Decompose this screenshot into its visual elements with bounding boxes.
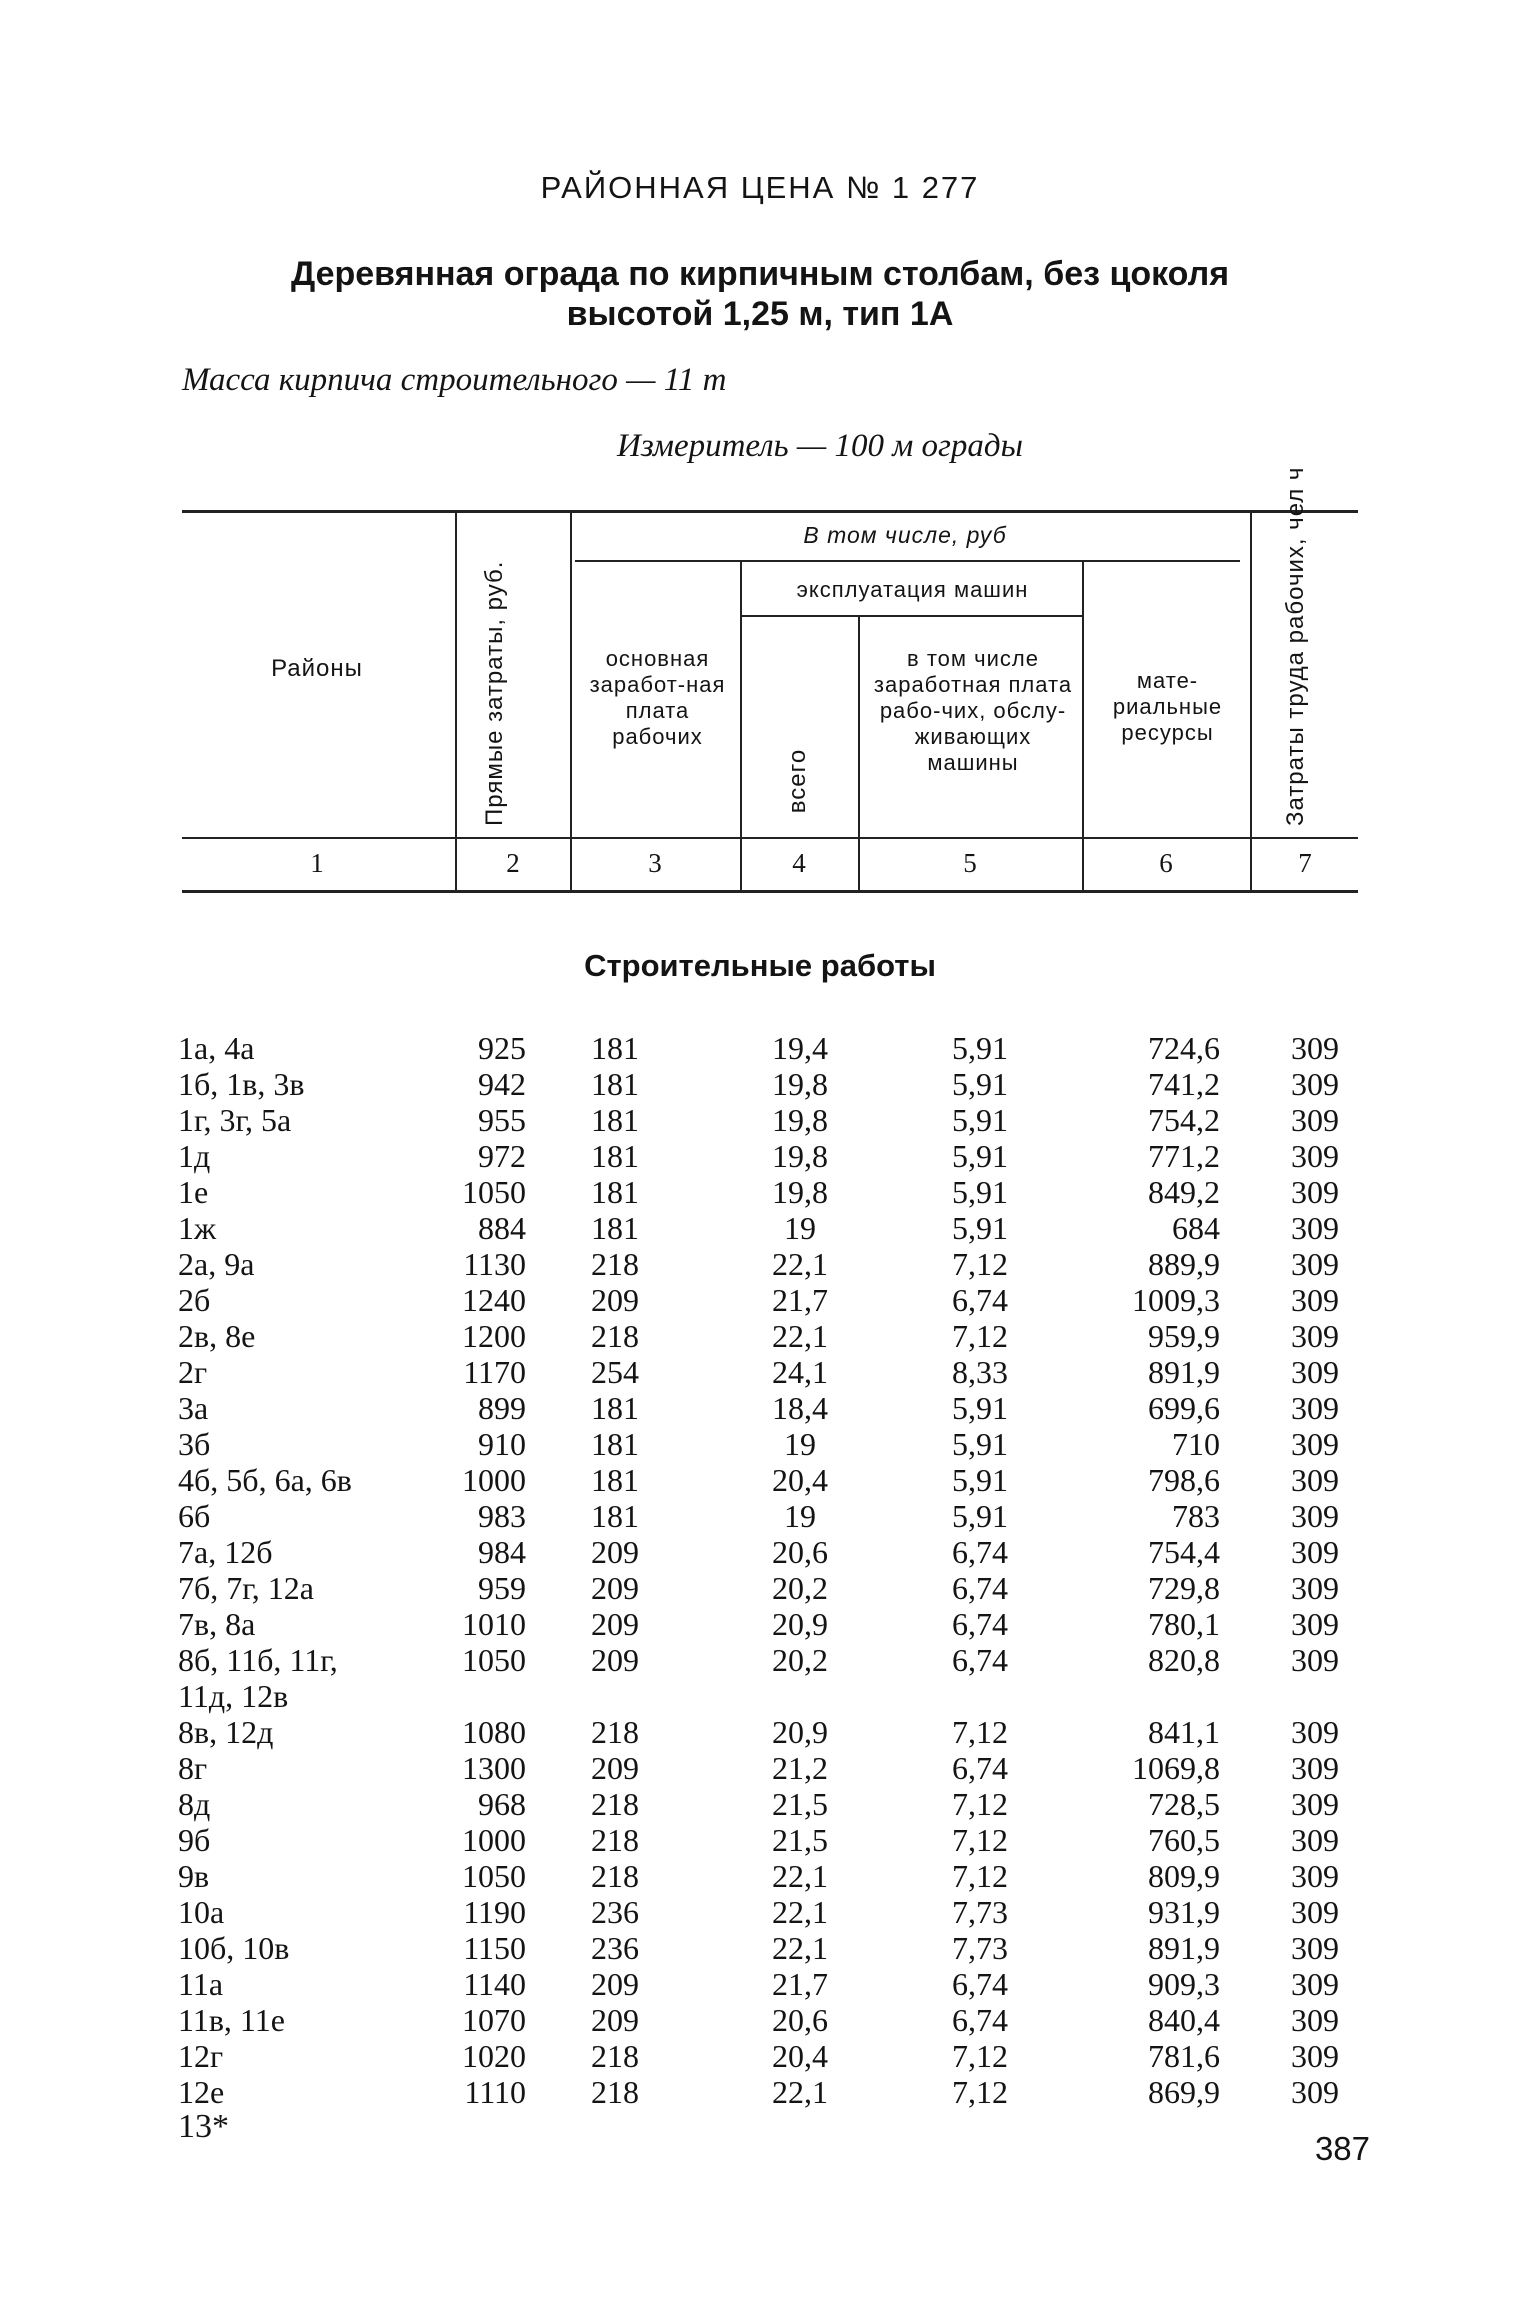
region-cell: 7б, 7г, 12а [178, 1570, 314, 1606]
material-cell: 710 [1172, 1426, 1220, 1462]
material-cell: 891,9 [1148, 1930, 1220, 1966]
machine-total-cell: 19 [784, 1210, 816, 1246]
machine-wage-cell: 6,74 [952, 1570, 1008, 1606]
wage-cell: 254 [591, 1354, 639, 1390]
direct-cost-cell: 910 [478, 1426, 526, 1462]
labor-cell: 309 [1291, 1498, 1339, 1534]
direct-cost-cell: 1200 [462, 1318, 526, 1354]
machine-total-cell: 21,7 [772, 1966, 828, 2002]
machine-wage-cell: 6,74 [952, 1642, 1008, 1678]
labor-cell: 309 [1291, 1750, 1339, 1786]
labor-cell: 309 [1291, 1894, 1339, 1930]
header-basic-wage: основная заработ-ная плата рабочих [589, 646, 726, 749]
running-head: РАЙОННАЯ ЦЕНА № 1 277 [540, 170, 980, 205]
table-row [0, 1894, 1520, 1930]
direct-cost-cell: 925 [478, 1030, 526, 1066]
labor-cell: 309 [1291, 1642, 1339, 1678]
wage-cell: 181 [591, 1174, 639, 1210]
machine-total-cell: 19,8 [772, 1066, 828, 1102]
region-cell: 8б, 11б, 11г, [178, 1642, 338, 1678]
region-cell: 8д [178, 1786, 211, 1822]
machine-wage-cell: 7,12 [952, 1318, 1008, 1354]
table-row [0, 2002, 1520, 2038]
material-cell: 809,9 [1148, 1858, 1220, 1894]
table-row [0, 1174, 1520, 1210]
machine-wage-cell: 8,33 [952, 1354, 1008, 1390]
wage-cell: 181 [591, 1210, 639, 1246]
labor-cell: 309 [1291, 1246, 1339, 1282]
table-row [0, 1498, 1520, 1534]
material-cell: 841,1 [1148, 1714, 1220, 1750]
region-cell: 1б, 1в, 3в [178, 1066, 305, 1102]
direct-cost-cell: 1150 [463, 1930, 526, 1966]
labor-cell: 309 [1291, 1930, 1339, 1966]
material-cell: 754,2 [1148, 1102, 1220, 1138]
material-cell: 931,9 [1148, 1894, 1220, 1930]
direct-cost-cell: 1050 [462, 1642, 526, 1678]
labor-cell: 309 [1291, 1966, 1339, 2002]
machine-total-cell: 20,9 [772, 1714, 828, 1750]
region-cell: 2а, 9а [178, 1246, 255, 1282]
machine-wage-cell: 5,91 [952, 1498, 1008, 1534]
region-cell: 10а [178, 1894, 225, 1930]
section-title: Строительные работы [584, 948, 936, 983]
wage-cell: 209 [591, 1570, 639, 1606]
direct-cost-cell: 968 [478, 1786, 526, 1822]
machine-total-cell: 20,9 [772, 1606, 828, 1642]
machine-total-cell: 22,1 [772, 1246, 828, 1282]
machine-total-cell: 19,8 [772, 1138, 828, 1174]
table-row [0, 1930, 1520, 1966]
wage-cell: 218 [591, 2074, 639, 2110]
header-machine-total: всего [784, 748, 811, 814]
direct-cost-cell: 1050 [462, 1858, 526, 1894]
region-cell: 7а, 12б [178, 1534, 273, 1570]
machine-total-cell: 22,1 [772, 2074, 828, 2110]
wage-cell: 209 [591, 2002, 639, 2038]
labor-cell: 309 [1291, 2002, 1339, 2038]
table-row [0, 1246, 1520, 1282]
machine-wage-cell: 6,74 [952, 1534, 1008, 1570]
col-divider-2 [570, 512, 572, 890]
direct-cost-cell: 1020 [462, 2038, 526, 2074]
table-row [0, 2038, 1520, 2074]
direct-cost-cell: 1000 [462, 1462, 526, 1498]
direct-cost-cell: 1110 [464, 2074, 526, 2110]
machine-total-cell: 19,8 [772, 1174, 828, 1210]
table-row [0, 1390, 1520, 1426]
wage-cell: 209 [591, 1966, 639, 2002]
region-cell: 12г [178, 2038, 224, 2074]
material-cell: 724,6 [1148, 1030, 1220, 1066]
table-row [0, 1642, 1520, 1678]
region-cell: 8в, 12д [178, 1714, 274, 1750]
region-cell: 6б [178, 1498, 211, 1534]
direct-cost-cell: 1170 [463, 1354, 526, 1390]
header-machine-operation: эксплуатация машин [796, 577, 1029, 602]
direct-cost-cell: 1140 [463, 1966, 526, 2002]
page-number: 387 [1314, 2130, 1370, 2167]
material-cell: 754,4 [1148, 1534, 1220, 1570]
direct-cost-cell: 942 [478, 1066, 526, 1102]
labor-cell: 309 [1291, 1210, 1339, 1246]
column-number-4: 4 [792, 848, 806, 878]
wage-cell: 181 [591, 1462, 639, 1498]
wage-cell: 236 [591, 1930, 639, 1966]
material-cell: 869,9 [1148, 2074, 1220, 2110]
col-divider-5 [1082, 562, 1084, 890]
machine-wage-cell: 7,12 [952, 1822, 1008, 1858]
footer-signature: 13* [178, 2108, 229, 2145]
table-row [0, 1714, 1520, 1750]
machine-total-cell: 20,6 [772, 1534, 828, 1570]
machine-wage-cell: 7,73 [952, 1930, 1008, 1966]
col-divider-1 [455, 512, 457, 890]
machine-wage-cell: 5,91 [952, 1462, 1008, 1498]
labor-cell: 309 [1291, 2074, 1339, 2110]
direct-cost-cell: 984 [478, 1534, 526, 1570]
labor-cell: 309 [1291, 1786, 1339, 1822]
wage-cell: 218 [591, 1714, 639, 1750]
table-row [0, 1822, 1520, 1858]
machine-total-cell: 19,8 [772, 1102, 828, 1138]
machine-total-cell: 22,1 [772, 1930, 828, 1966]
material-cell: 959,9 [1148, 1318, 1220, 1354]
table-row [0, 1534, 1520, 1570]
material-cell: 820,8 [1148, 1642, 1220, 1678]
wage-cell: 181 [591, 1030, 639, 1066]
labor-cell: 309 [1291, 1858, 1339, 1894]
table-row [0, 1606, 1520, 1642]
labor-cell: 309 [1291, 1030, 1339, 1066]
region-cell: 8г [178, 1750, 208, 1786]
direct-cost-cell: 1080 [462, 1714, 526, 1750]
column-number-2: 2 [506, 848, 520, 878]
machine-wage-cell: 6,74 [952, 1750, 1008, 1786]
region-cell: 11а [178, 1966, 224, 2002]
direct-cost-cell: 1000 [462, 1822, 526, 1858]
col-divider-6 [1250, 512, 1252, 890]
machine-total-cell: 22,1 [772, 1858, 828, 1894]
region-cell: 1е [178, 1174, 209, 1210]
labor-cell: 309 [1291, 1714, 1339, 1750]
labor-cell: 309 [1291, 1174, 1339, 1210]
labor-cell: 309 [1291, 1282, 1339, 1318]
region-cell: 7в, 8а [178, 1606, 256, 1642]
wage-cell: 236 [591, 1894, 639, 1930]
region-cell: 9в [178, 1858, 210, 1894]
material-cell: 699,6 [1148, 1390, 1220, 1426]
header-labor: Затраты труда рабочих, чел ч [1282, 466, 1309, 826]
direct-cost-cell: 1050 [462, 1174, 526, 1210]
region-cell: 1д [178, 1138, 211, 1174]
direct-cost-cell: 1010 [462, 1606, 526, 1642]
material-cell: 889,9 [1148, 1246, 1220, 1282]
direct-cost-cell: 1240 [462, 1282, 526, 1318]
table-row [0, 1318, 1520, 1354]
region-cell: 2г [178, 1354, 208, 1390]
machine-total-cell: 20,2 [772, 1642, 828, 1678]
wage-cell: 209 [591, 1750, 639, 1786]
machine-total-cell: 20,6 [772, 2002, 828, 2038]
table-row [0, 1210, 1520, 1246]
machine-total-cell: 20,4 [772, 1462, 828, 1498]
direct-cost-cell: 972 [478, 1138, 526, 1174]
machine-total-cell: 19 [784, 1426, 816, 1462]
wage-cell: 181 [591, 1426, 639, 1462]
title-line-1: Деревянная ограда по кирпичным столбам, без цоколя [290, 255, 1230, 293]
col-divider-3 [740, 562, 742, 890]
mass-note: Масса кирпича строительного — 11 т [182, 362, 727, 398]
material-cell: 1009,3 [1132, 1282, 1220, 1318]
machine-total-cell: 21,7 [772, 1282, 828, 1318]
region-cell: 3б [178, 1426, 211, 1462]
machine-total-cell: 21,5 [772, 1822, 828, 1858]
labor-cell: 309 [1291, 1822, 1339, 1858]
machine-wage-cell: 5,91 [952, 1030, 1008, 1066]
wage-cell: 181 [591, 1390, 639, 1426]
table-row [0, 1102, 1520, 1138]
material-cell: 849,2 [1148, 1174, 1220, 1210]
direct-cost-cell: 959 [478, 1570, 526, 1606]
direct-cost-cell: 1130 [463, 1246, 526, 1282]
region-cell: 1г, 3г, 5а [178, 1102, 292, 1138]
table-row [0, 1030, 1520, 1066]
labor-cell: 309 [1291, 1354, 1339, 1390]
measure-note: Измеритель — 100 м ограды [617, 428, 1023, 464]
machine-wage-cell: 7,12 [952, 2074, 1008, 2110]
including-rule [575, 560, 1240, 562]
material-cell: 741,2 [1148, 1066, 1220, 1102]
region-cell: 12е [178, 2074, 225, 2110]
direct-cost-cell: 899 [478, 1390, 526, 1426]
machine-wage-cell: 7,12 [952, 2038, 1008, 2074]
table-row [0, 1462, 1520, 1498]
direct-cost-cell: 955 [478, 1102, 526, 1138]
machine-total-cell: 21,5 [772, 1786, 828, 1822]
table-row [0, 1966, 1520, 2002]
column-number-7: 7 [1298, 848, 1312, 878]
material-cell: 771,2 [1148, 1138, 1220, 1174]
wage-cell: 218 [591, 1318, 639, 1354]
material-cell: 783 [1172, 1498, 1220, 1534]
table-row [0, 1138, 1520, 1174]
wage-cell: 218 [591, 1246, 639, 1282]
column-number-6: 6 [1159, 848, 1173, 878]
wage-cell: 218 [591, 2038, 639, 2074]
header-regions: Районы [271, 655, 363, 682]
material-cell: 728,5 [1148, 1786, 1220, 1822]
material-cell: 780,1 [1148, 1606, 1220, 1642]
region-cell: 1а, 4а [178, 1030, 255, 1066]
column-number-5: 5 [963, 848, 977, 878]
material-cell: 684 [1172, 1210, 1220, 1246]
material-cell: 840,4 [1148, 2002, 1220, 2038]
wage-cell: 209 [591, 1606, 639, 1642]
machine-wage-cell: 5,91 [952, 1210, 1008, 1246]
machine-wage-cell: 5,91 [952, 1066, 1008, 1102]
machine-total-cell: 20,4 [772, 2038, 828, 2074]
machine-wage-cell: 7,73 [952, 1894, 1008, 1930]
labor-cell: 309 [1291, 1606, 1339, 1642]
title-line-2: высотой 1,25 м, тип 1А [566, 295, 954, 333]
column-number-1: 1 [310, 848, 324, 878]
machine-wage-cell: 5,91 [952, 1174, 1008, 1210]
machine-wage-cell: 5,91 [952, 1390, 1008, 1426]
region-cell: 1ж [178, 1210, 217, 1246]
machine-total-cell: 20,2 [772, 1570, 828, 1606]
region-cell: 2б [178, 1282, 211, 1318]
table-row [0, 1858, 1520, 1894]
labor-cell: 309 [1291, 1102, 1339, 1138]
region-cell: 2в, 8е [178, 1318, 256, 1354]
table-row [0, 1066, 1520, 1102]
material-cell: 729,8 [1148, 1570, 1220, 1606]
region-cell: 9б [178, 1822, 211, 1858]
region-cell: 3а [178, 1390, 209, 1426]
header-top-rule [182, 510, 1358, 513]
wage-cell: 209 [591, 1534, 639, 1570]
labor-cell: 309 [1291, 1390, 1339, 1426]
machine-wage-cell: 6,74 [952, 1966, 1008, 2002]
wage-cell: 181 [591, 1138, 639, 1174]
machine-wage-cell: 6,74 [952, 2002, 1008, 2038]
wage-cell: 218 [591, 1786, 639, 1822]
material-cell: 1069,8 [1132, 1750, 1220, 1786]
material-cell: 781,6 [1148, 2038, 1220, 2074]
machine-wage-cell: 7,12 [952, 1714, 1008, 1750]
machine-total-cell: 19,4 [772, 1030, 828, 1066]
wage-cell: 209 [591, 1282, 639, 1318]
machine-total-cell: 24,1 [772, 1354, 828, 1390]
machine-wage-cell: 7,12 [952, 1246, 1008, 1282]
material-cell: 909,3 [1148, 1966, 1220, 2002]
column-number-3: 3 [648, 848, 662, 878]
machine-wage-cell: 5,91 [952, 1102, 1008, 1138]
labor-cell: 309 [1291, 1426, 1339, 1462]
machine-total-cell: 21,2 [772, 1750, 828, 1786]
region-cell: 11в, 11е [178, 2002, 285, 2038]
direct-cost-cell: 884 [478, 1210, 526, 1246]
machine-wage-cell: 5,91 [952, 1426, 1008, 1462]
machine-rule [742, 615, 1082, 617]
region-cell: 4б, 5б, 6а, 6в [178, 1462, 352, 1498]
labor-cell: 309 [1291, 1318, 1339, 1354]
direct-cost-cell: 1190 [463, 1894, 526, 1930]
material-cell: 798,6 [1148, 1462, 1220, 1498]
header-including: В том числе, руб [803, 522, 1007, 548]
header-bottom-rule [182, 837, 1358, 839]
machine-wage-cell: 7,12 [952, 1858, 1008, 1894]
machine-total-cell: 22,1 [772, 1894, 828, 1930]
table-row [0, 1282, 1520, 1318]
wage-cell: 218 [591, 1858, 639, 1894]
direct-cost-cell: 983 [478, 1498, 526, 1534]
labor-cell: 309 [1291, 2038, 1339, 2074]
table-row [0, 1750, 1520, 1786]
machine-wage-cell: 7,12 [952, 1786, 1008, 1822]
wage-cell: 181 [591, 1498, 639, 1534]
wage-cell: 181 [591, 1066, 639, 1102]
labor-cell: 309 [1291, 1570, 1339, 1606]
machine-total-cell: 18,4 [772, 1390, 828, 1426]
table-row [0, 1354, 1520, 1390]
wage-cell: 218 [591, 1822, 639, 1858]
column-numbers-rule [182, 890, 1358, 893]
wage-cell: 209 [591, 1642, 639, 1678]
machine-total-cell: 22,1 [772, 1318, 828, 1354]
labor-cell: 309 [1291, 1534, 1339, 1570]
header-direct-costs: Прямые затраты, руб. [481, 560, 508, 826]
labor-cell: 309 [1291, 1066, 1339, 1102]
machine-wage-cell: 5,91 [952, 1138, 1008, 1174]
table-row [0, 1678, 1520, 1714]
direct-cost-cell: 1300 [462, 1750, 526, 1786]
direct-cost-cell: 1070 [462, 2002, 526, 2038]
header-materials: мате-риальные ресурсы [1112, 668, 1223, 745]
table-row [0, 1786, 1520, 1822]
machine-wage-cell: 6,74 [952, 1606, 1008, 1642]
header-machine-wage: в том числе заработная плата рабо-чих, обслу-живающих машины [873, 646, 1073, 775]
labor-cell: 309 [1291, 1138, 1339, 1174]
table-row [0, 1426, 1520, 1462]
table-row [0, 1570, 1520, 1606]
labor-cell: 309 [1291, 1462, 1339, 1498]
machine-wage-cell: 6,74 [952, 1282, 1008, 1318]
material-cell: 891,9 [1148, 1354, 1220, 1390]
material-cell: 760,5 [1148, 1822, 1220, 1858]
table-row [0, 2074, 1520, 2110]
wage-cell: 181 [591, 1102, 639, 1138]
region-cell: 11д, 12в [178, 1678, 289, 1714]
region-cell: 10б, 10в [178, 1930, 290, 1966]
machine-total-cell: 19 [784, 1498, 816, 1534]
